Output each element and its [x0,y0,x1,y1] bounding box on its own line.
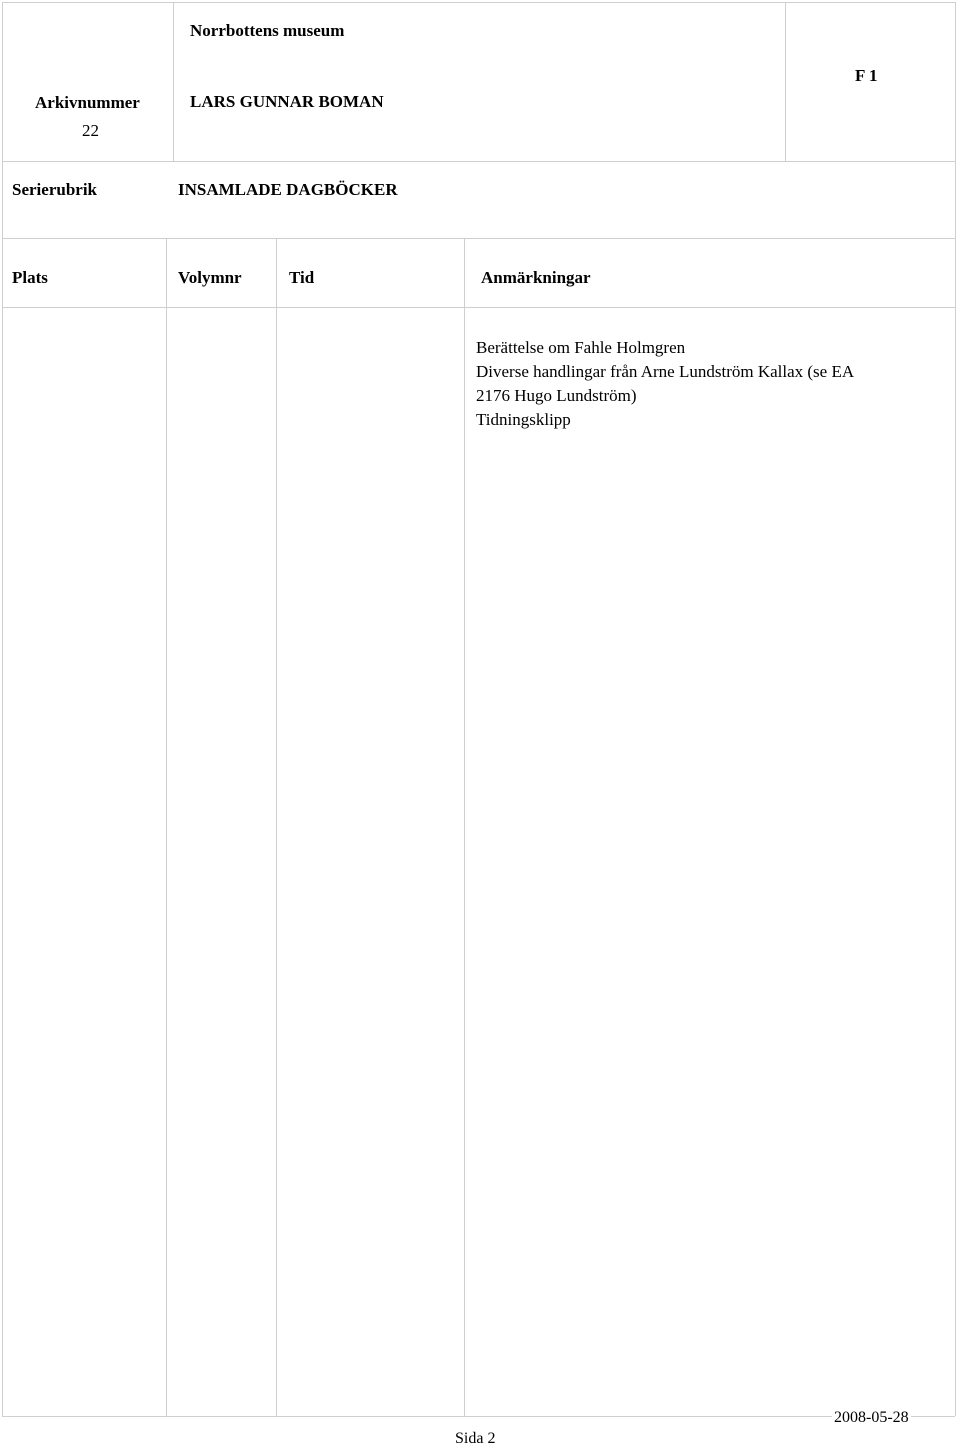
series-label: Serierubrik [12,180,97,199]
archive-number-label: Arkivnummer [35,93,140,112]
header-divider-left [173,2,174,162]
series-value: INSAMLADE DAGBÖCKER [178,180,398,199]
header-divider-right [785,2,786,162]
print-date: 2008-05-28 [834,1409,909,1426]
bottom-rule [2,1416,955,1417]
remarks-line: Berättelse om Fahle Holmgren [476,338,686,357]
remarks-line: Diverse handlingar från Arne Lundström Kallax (se EA [476,362,855,381]
remarks-line: 2176 Hugo Lundström) [476,386,637,405]
institution-name: Norrbottens museum [190,21,345,40]
remarks-content [476,336,854,432]
column-header-volume: Volymnr [178,268,242,287]
outer-border-left [2,2,3,1416]
outer-border-right [955,2,956,1416]
remarks-line: Tidningsklipp [476,410,571,429]
column-divider-2 [276,238,277,1416]
header-bottom-rule [2,161,955,162]
archive-number-value: 22 [82,121,99,140]
column-divider-1 [166,238,167,1416]
outer-border-top [2,2,955,3]
page-number: Sida 2 [455,1430,496,1447]
series-bottom-rule [2,238,955,239]
series-code: F 1 [855,66,878,85]
column-header-bottom-rule [2,307,955,308]
archive-name: LARS GUNNAR BOMAN [190,92,384,111]
column-header-place: Plats [12,268,48,287]
column-header-remarks: Anmärkningar [481,268,591,287]
column-header-time: Tid [289,268,315,287]
column-divider-3 [464,238,465,1416]
